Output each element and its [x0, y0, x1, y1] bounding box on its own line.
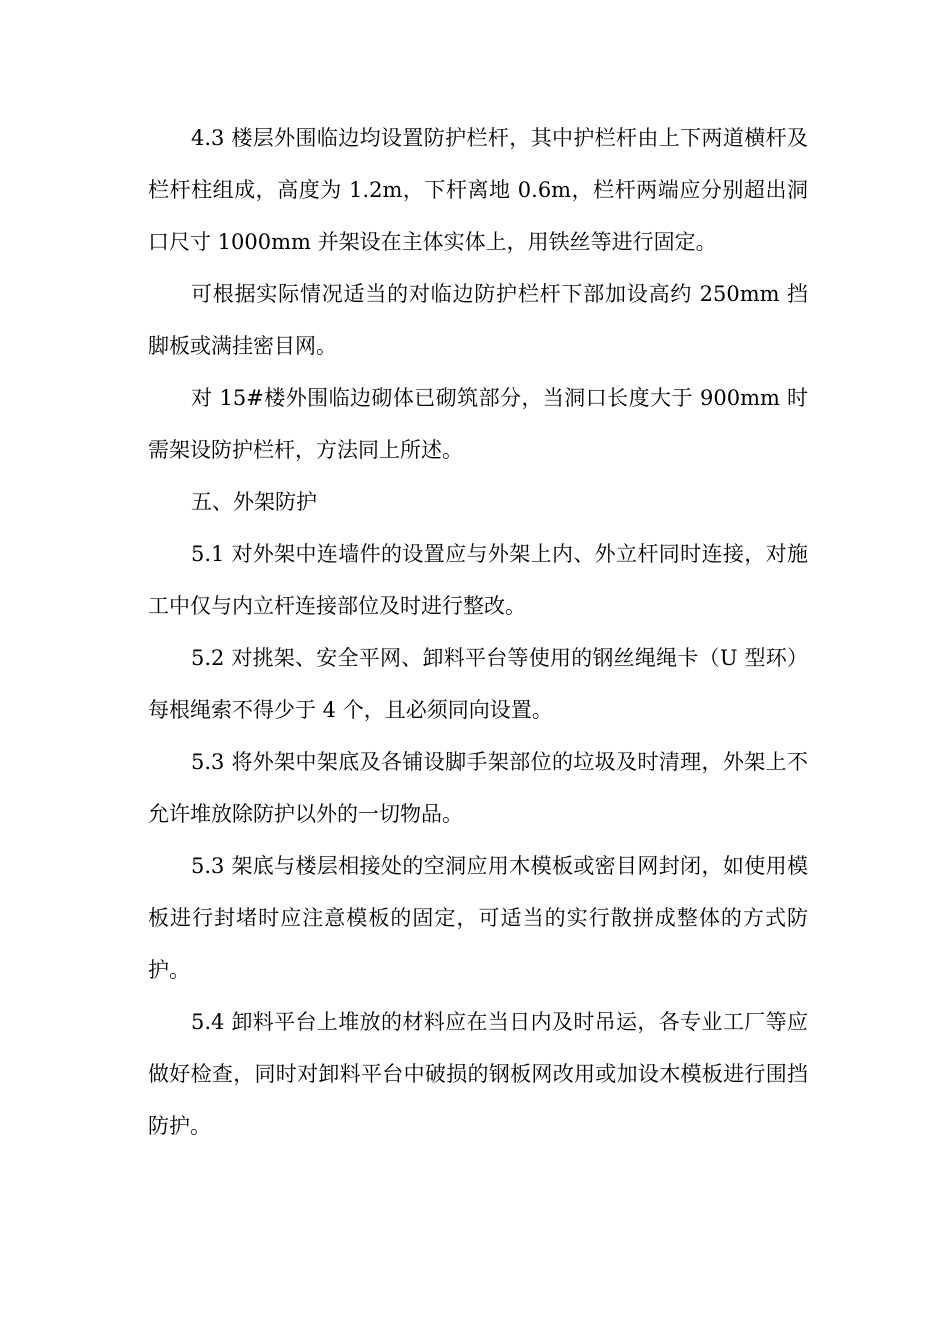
paragraph-5-2-rope-clips: 5.2 对挑架、安全平网、卸料平台等使用的钢丝绳绳卡（U 型环）每根绳索不得少于 4 个，且必须同向设置。 [148, 646, 808, 722]
paragraph-5-3-debris: 5.3 将外架中架底及各铺设脚手架部位的垃圾及时清理，外架上不允许堆放除防护以外的一切物品。 [148, 750, 808, 826]
document-body [148, 112, 808, 1152]
paragraph-5-3-openings: 5.3 架底与楼层相接处的空洞应用木模板或密目网封闭，如使用模板进行封堵时应注意模板的固定，可适当的实行散拼成整体的方式防护。 [148, 854, 808, 982]
paragraph-toe-board: 可根据实际情况适当的对临边防护栏杆下部加设高约 250mm 挡脚板或满挂密目网。 [148, 282, 808, 358]
paragraph-5-1-wall-ties: 5.1 对外架中连墙件的设置应与外架上内、外立杆同时连接，对施工中仅与内立杆连接部位及时进行整改。 [148, 542, 808, 618]
section-heading-external-scaffold: 五、外架防护 [191, 490, 317, 514]
paragraph-building-15: 对 15#楼外围临边砌体已砌筑部分，当洞口长度大于 900mm 时需架设防护栏杆，方法同上所述。 [148, 386, 808, 462]
paragraph-4-3-railing: 4.3 楼层外围临边均设置防护栏杆，其中护栏杆由上下两道横杆及栏杆柱组成，高度为 1.2m，下杆离地 0.6m，栏杆两端应分别超出洞口尺寸 1000mm 并架设在主体实体上，用铁丝等进行固定。 [148, 126, 808, 254]
paragraph-5-4-platform: 5.4 卸料平台上堆放的材料应在当日内及时吊运，各专业工厂等应做好检查，同时对卸料平台中破损的钢板网改用或加设木模板进行围挡防护。 [148, 1010, 808, 1138]
